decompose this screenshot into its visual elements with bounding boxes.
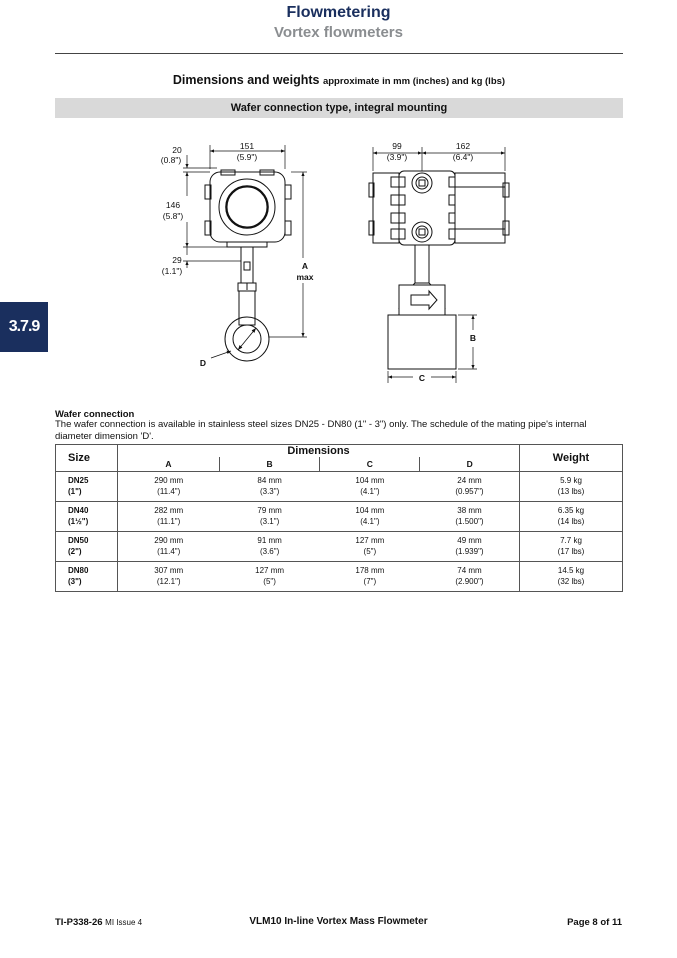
cell-c-primary: 127 mm — [355, 536, 385, 545]
cell-c — [320, 532, 420, 562]
cell-c — [320, 472, 420, 502]
dim-162: 162 — [455, 141, 471, 151]
cell-c-secondary: (5") — [363, 547, 377, 556]
cell-a-secondary: (11.4") — [157, 487, 181, 496]
cell-b — [219, 532, 319, 562]
dim-d: D — [199, 358, 207, 368]
cell-d-secondary: (1.500") — [455, 517, 484, 526]
cell-size — [56, 502, 118, 532]
subsection-bar: Wafer connection type, integral mounting — [55, 98, 623, 118]
cell-a — [118, 472, 220, 502]
cell-size-primary: DN50 — [68, 536, 89, 545]
cell-b-secondary: (3.1") — [259, 517, 280, 526]
dim-99: 99 — [392, 141, 402, 151]
dim-a-max: max — [296, 272, 314, 282]
cell-c-secondary: (4.1") — [360, 517, 380, 526]
cell-c — [320, 502, 420, 532]
col-b: B — [219, 457, 319, 472]
dim-162-in: (6.4") — [452, 152, 474, 162]
cell-c-primary: 104 mm — [355, 476, 385, 485]
table-row — [56, 532, 623, 562]
cell-a-primary: 290 mm — [154, 476, 184, 485]
header-size: Size — [56, 445, 118, 472]
header-title: Flowmetering — [286, 4, 391, 21]
cell-c — [320, 562, 420, 592]
cell-a — [118, 562, 220, 592]
cell-size-secondary: (3") — [68, 577, 82, 586]
cell-b-primary: 84 mm — [257, 476, 282, 485]
cell-weight-secondary: (13 lbs) — [557, 487, 585, 496]
cell-size-secondary: (1") — [68, 487, 82, 496]
dim-151-in: (5.9") — [236, 152, 258, 162]
dim-146: 146 — [165, 200, 181, 210]
dim-b: B — [469, 333, 477, 343]
cell-weight — [520, 472, 623, 502]
cell-a-secondary: (11.4") — [157, 547, 181, 556]
cell-d — [420, 502, 520, 532]
cell-b-primary: 127 mm — [255, 566, 285, 575]
col-c: C — [320, 457, 420, 472]
cell-b-secondary: (3.6") — [259, 547, 280, 556]
footer-product: VLM10 In-line Vortex Mass Flowmeter — [249, 916, 428, 927]
header-weight: Weight — [520, 445, 623, 472]
dim-20-in: (0.8") — [160, 155, 182, 165]
cell-d — [420, 472, 520, 502]
cell-b-primary: 79 mm — [257, 506, 282, 515]
cell-d-primary: 74 mm — [457, 566, 482, 575]
wafer-text: The wafer connection is available in stainless steel sizes DN25 - DN80 (1" - 3") only. The schedule of the mating pipe's internal diameter dimension 'D'. — [55, 419, 587, 442]
cell-a-primary: 282 mm — [154, 506, 184, 515]
cell-weight-secondary: (32 lbs) — [557, 577, 585, 586]
cell-a-primary: 307 mm — [154, 566, 184, 575]
side-view — [369, 171, 509, 369]
cell-d-secondary: (2.900") — [455, 577, 484, 586]
table-row — [56, 472, 623, 502]
cell-b — [219, 562, 319, 592]
header-subtitle: Vortex flowmeters — [274, 24, 403, 41]
cell-c-secondary: (4.1") — [360, 487, 380, 496]
cell-size-primary: DN25 — [68, 476, 89, 485]
section-note: approximate in mm (inches) and kg (lbs) — [322, 76, 506, 87]
section-heading — [55, 73, 623, 87]
cell-d-primary: 24 mm — [457, 476, 482, 485]
cell-a-secondary: (11.1") — [157, 517, 181, 526]
cell-weight-primary: 14.5 kg — [557, 566, 585, 575]
cell-d-secondary: (1.939") — [455, 547, 484, 556]
dim-29-in: (1.1") — [161, 266, 183, 276]
dim-146-in: (5.8") — [162, 211, 184, 221]
cell-weight-primary: 6.35 kg — [557, 506, 585, 515]
cell-d — [420, 562, 520, 592]
cell-a — [118, 502, 220, 532]
section-title: Dimensions and weights — [172, 73, 320, 87]
cell-weight — [520, 562, 623, 592]
cell-weight-primary: 7.7 kg — [560, 536, 582, 545]
dim-29: 29 — [172, 255, 182, 265]
footer-page: Page 8 of 11 — [567, 917, 622, 928]
cell-b — [219, 472, 319, 502]
cell-size — [56, 532, 118, 562]
cell-d-primary: 49 mm — [457, 536, 482, 545]
front-view — [205, 170, 291, 361]
cell-weight-secondary: (14 lbs) — [557, 517, 585, 526]
cell-weight — [520, 502, 623, 532]
dimensions-table — [55, 444, 623, 592]
cell-c-primary: 178 mm — [355, 566, 385, 575]
header-divider — [55, 53, 623, 54]
dim-20: 20 — [172, 145, 182, 155]
cell-weight — [520, 532, 623, 562]
dimension-drawing — [55, 125, 575, 390]
cell-size-primary: DN80 — [68, 566, 89, 575]
cell-d-secondary: (0.957") — [455, 487, 484, 496]
cell-c-primary: 104 mm — [355, 506, 385, 515]
cell-weight-secondary: (17 lbs) — [557, 547, 585, 556]
cell-a-primary: 290 mm — [154, 536, 184, 545]
col-d: D — [420, 457, 520, 472]
cell-d-primary: 38 mm — [457, 506, 482, 515]
cell-size-primary: DN40 — [68, 506, 89, 515]
cell-b-primary: 91 mm — [257, 536, 282, 545]
cell-size — [56, 562, 118, 592]
header-dimensions: Dimensions — [118, 445, 520, 458]
table-row — [56, 562, 623, 592]
dim-151: 151 — [239, 141, 255, 151]
cell-a-secondary: (12.1") — [156, 577, 181, 586]
cell-size — [56, 472, 118, 502]
cell-a — [118, 532, 220, 562]
cell-weight-primary: 5.9 kg — [560, 476, 582, 485]
cell-size-secondary: (2") — [68, 547, 82, 556]
table-row — [56, 502, 623, 532]
cell-b-secondary: (5") — [263, 577, 276, 586]
footer-doc-number: TI-P338-26 — [55, 917, 103, 928]
cell-c-secondary: (7") — [363, 577, 377, 586]
col-a: A — [118, 457, 220, 472]
dim-c: C — [418, 373, 426, 383]
dim-a: A — [301, 261, 309, 271]
cell-size-secondary: (1½") — [68, 517, 89, 526]
cell-b-secondary: (3.3") — [259, 487, 280, 496]
cell-b — [219, 502, 319, 532]
wafer-title: Wafer connection — [55, 409, 135, 420]
dim-99-in: (3.9") — [386, 152, 408, 162]
footer-issue: MI Issue 4 — [105, 918, 143, 927]
cell-d — [420, 532, 520, 562]
side-tab: 3.7.9 — [0, 302, 48, 352]
